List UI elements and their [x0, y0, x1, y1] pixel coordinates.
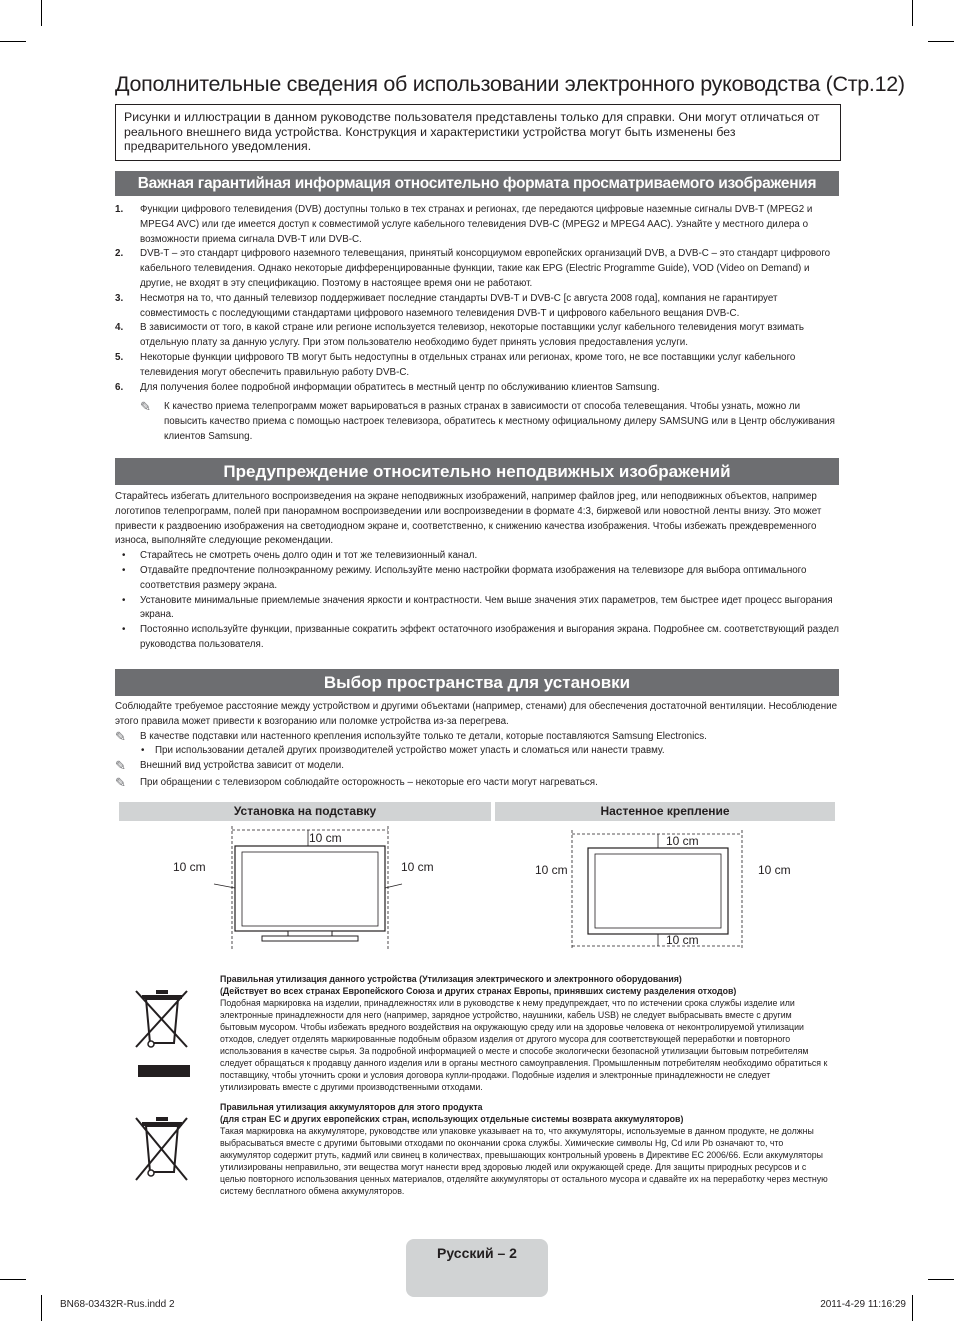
pen-note-icon: ✎: [115, 774, 126, 790]
list-item: 6. Для получения более подробной информации обратитесь в местный центр по обслуживанию клиентов Samsung.: [115, 381, 660, 393]
install-intro: Соблюдайте требуемое расстояние между устройством и другими объектами (например, стенами) для обеспечения достаточной вентиляции. Несоблюдение этого правила может привести к возгоранию или поломке устройства из-за перегрева.: [115, 701, 838, 727]
dist-right: 10 cm: [758, 863, 791, 877]
dist-left: 10 cm: [535, 863, 568, 877]
warranty-heading: Важная гарантийная информация относительно формата просматриваемого изображения: [115, 171, 839, 196]
list-item: 5. Некоторые функции цифрового ТВ могут быть недоступны в отдельных странах или регионах, кроме того, не все поставщики услуг кабельного телевидения могут обеспечить правильную работу DVB-C.: [115, 351, 796, 378]
list-item: 4. В зависимости от того, в какой стране или регионе используется телевизор, некоторые поставщики услуг кабельного телевидения могут взимать отдельную плату за данную услугу. При этом пользователю необходимо будет принять условия предоставления услуги.: [115, 322, 805, 349]
install-note: ✎ Внешний вид устройства зависит от модели.: [115, 758, 344, 774]
page-number: Русский – 2: [437, 1245, 517, 1261]
crop-mark: [928, 1279, 954, 1280]
still-heading: Предупреждение относительно неподвижных изображений: [115, 458, 839, 485]
crossed-bin-icon: [130, 1112, 195, 1188]
dist-left: 10 cm: [173, 860, 206, 874]
list-item: • Старайтесь не смотреть очень долго один и тот же телевизионный канал.: [122, 550, 478, 562]
pen-note-icon: ✎: [115, 728, 126, 744]
crop-mark: [912, 0, 913, 26]
list-item: • Отдавайте предпочтение полноэкранному режиму. Используйте меню настройки формата изображения на телевизоре для выбора оптимального соответствия размеру экрана.: [122, 564, 807, 591]
crop-mark: [0, 1279, 26, 1280]
recycle-device: Правильная утилизация данного устройства (Утилизация электрического и электронного оборудования) (Действует во всех странах Европейского Союза и других странах Европы, принявших систему разделения отходов) Подобная маркировка на изделии, принадлежностях или в руководстве к нему предупреждает, что по истечении срока службы изделие или электронные принадлежности для него (например, зарядное устройство, наушники, кабель USB) не следует выбрасывать вместе с другим бытовым мусором. Чтобы избежать вредного воздействия на окружающую среду или на здоровье человека от неконтролируемой утилизации отходов, следует отделять маркированные подобным образом изделия от другого мусора для соответствующей переработки и повторного использования в качестве сырья. За подробной информацией о месте и способе экологически безопасной утилизации бытовым потребителям следует обращаться к продавцу данного изделия или в органы местного самоуправления. Промышленным потребителям необходимо обратиться к поставщику, чтобы уточнить сроки и условия договора купли-продажи. Подобные изделия и электронные принадлежности не следует утилизировать вместе с другими производственными отходами.: [220, 974, 828, 1092]
still-intro: Старайтесь избегать длительного воспроизведения на экране неподвижных изображений, например файлов jpeg, или неподвижных объектов, например логотипов телепрограмм, полей при панорамном воспроизведении или воспроизведении в формате 4:3, биржевой или новостной ленты внизу. Это может привести к раздвоению изображения на светодиодном экране и, соответственно, к снижению качества изображения. Чтобы избежать преждевременного износа, выполняйте следующие рекомендации.: [115, 491, 822, 547]
file-name: BN68-03432R-Rus.indd 2: [60, 1299, 175, 1310]
install-section: [115, 700, 840, 791]
dist-right: 10 cm: [401, 860, 434, 874]
install-heading: Выбор пространства для установки: [115, 669, 839, 696]
list-item: ✎ К качество приема телепрограмм может варьироваться в разных странах в зависимости от способа телевещания. Чтобы узнать, можно ли повысить качество приема с помощью настроек телевизора, обратитесь к местному официальному дилеру SAMSUNG или в Центр обслуживания клиентов Samsung.: [140, 399, 835, 442]
print-date: 2011-4-29 11:16:29: [820, 1299, 906, 1310]
dist-bottom: 10 cm: [666, 933, 699, 947]
list-item: 1. Функции цифрового телевидения (DVB) доступны только в тех странах и регионах, где передаются цифровые наземные сигналы DVB-T (MPEG2 и MPEG4 AVC) или где имеется доступ к совместимой услуге кабельного телевидения DVB-C (MPEG2 и MPEG4 AAC). Узнайте у местного дилера о возможности приема сигнала DVB-T или DVB-C.: [115, 204, 813, 245]
page-title: Дополнительные сведения об использовании электронного руководства (Стр.12): [115, 72, 905, 96]
page-number-tab: [406, 1239, 548, 1297]
stand-tv-diagram: [170, 826, 470, 954]
wall-label: Настенное крепление: [495, 802, 835, 821]
pen-note-icon: ✎: [115, 758, 126, 774]
crop-mark: [0, 41, 26, 42]
install-note: ✎ В качестве подставки или настенного крепления используйте только те детали, которые поставляются Samsung Electronics.: [115, 728, 707, 744]
list-item: 3. Несмотря на то, что данный телевизор поддерживает последние стандарты DVB-T и DVB-C [с августа 2008 года], компания не гарантирует совместимость с последующими стандартами цифрового наземного телевидения DVB-T и цифрового кабельного вещания DVB-C.: [115, 292, 778, 319]
install-subnote: • При использовании деталей других производителей устройство может упасть и сломаться или нанести травму.: [141, 745, 665, 757]
still-section: [115, 490, 840, 653]
dist-top: 10 cm: [666, 834, 699, 848]
warranty-list: [115, 203, 840, 445]
disclaimer-box: Рисунки и иллюстрации в данном руководстве пользователя представлены только для справки. Они могут отличаться от реального внешнего вида устройства. Конструкция и характеристики устройства могут быть изменены без предварительного уведомления.: [115, 104, 841, 161]
list-item: 2. DVB-T – это стандарт цифрового наземного телевещания, принятый консорциумом европейских организаций DVB, а DVB-C – это стандарт цифрового кабельного телевидения. Однако некоторые дифференцированные функции, такие как EPG (Electric Programme Guide), VOD (Video on Demand) и другие, не входят в эту спецификацию. Поэтому в настоящее время они не работают.: [115, 248, 831, 289]
crop-mark: [41, 0, 42, 26]
crossed-bin-icon: [130, 985, 195, 1077]
recycle-battery: Правильная утилизация аккумуляторов для этого продукта (для стран ЕС и других европейских стран, использующих отдельные системы возврата аккумуляторов) Такая маркировка на аккумуляторе, руководстве или упаковке указывает на то, что аккумуляторы, используемые в данном продукте, не должны выбрасываться вместе с другими бытовыми отходами по окончании срока службы. Химические символы Hg, Cd или Pb означают то, что аккумулятор содержит ртуть, кадмий или свинец в количествах, превышающих контрольный уровень в Директиве ЕС 2006/66. Если аккумуляторы утилизированы неправильно, эти вещества могут нанести вред здоровью людей или окружающей среде. Для защиты природных ресурсов и с целью повторного использования ценных материалов, отделяйте аккумуляторы от остального мусора и сдавайте их на переработку через местную систему бесплатного обмена аккумуляторов.: [220, 1102, 828, 1196]
crop-mark: [41, 1295, 42, 1321]
list-item: • Постоянно используйте функции, призванные сократить эффект остаточного изображения и выгорания экрана. Подробнее см. соответствующий раздел руководства пользователя.: [122, 624, 839, 650]
crop-mark: [912, 1295, 913, 1321]
dist-top: 10 cm: [309, 831, 342, 845]
list-item: • Установите минимальные приемлемые значения яркости и контрастности. Чем выше значения этих параметров, тем быстрее идет процесс выгорания экрана.: [122, 594, 833, 621]
install-note: ✎ При обращении с телевизором соблюдайте осторожность – некоторые его части могут нагреваться.: [115, 774, 598, 790]
stand-label: Установка на подставку: [119, 802, 491, 821]
crop-mark: [928, 41, 954, 42]
still-bullets: [115, 549, 840, 653]
pen-note-icon: ✎: [140, 399, 151, 415]
